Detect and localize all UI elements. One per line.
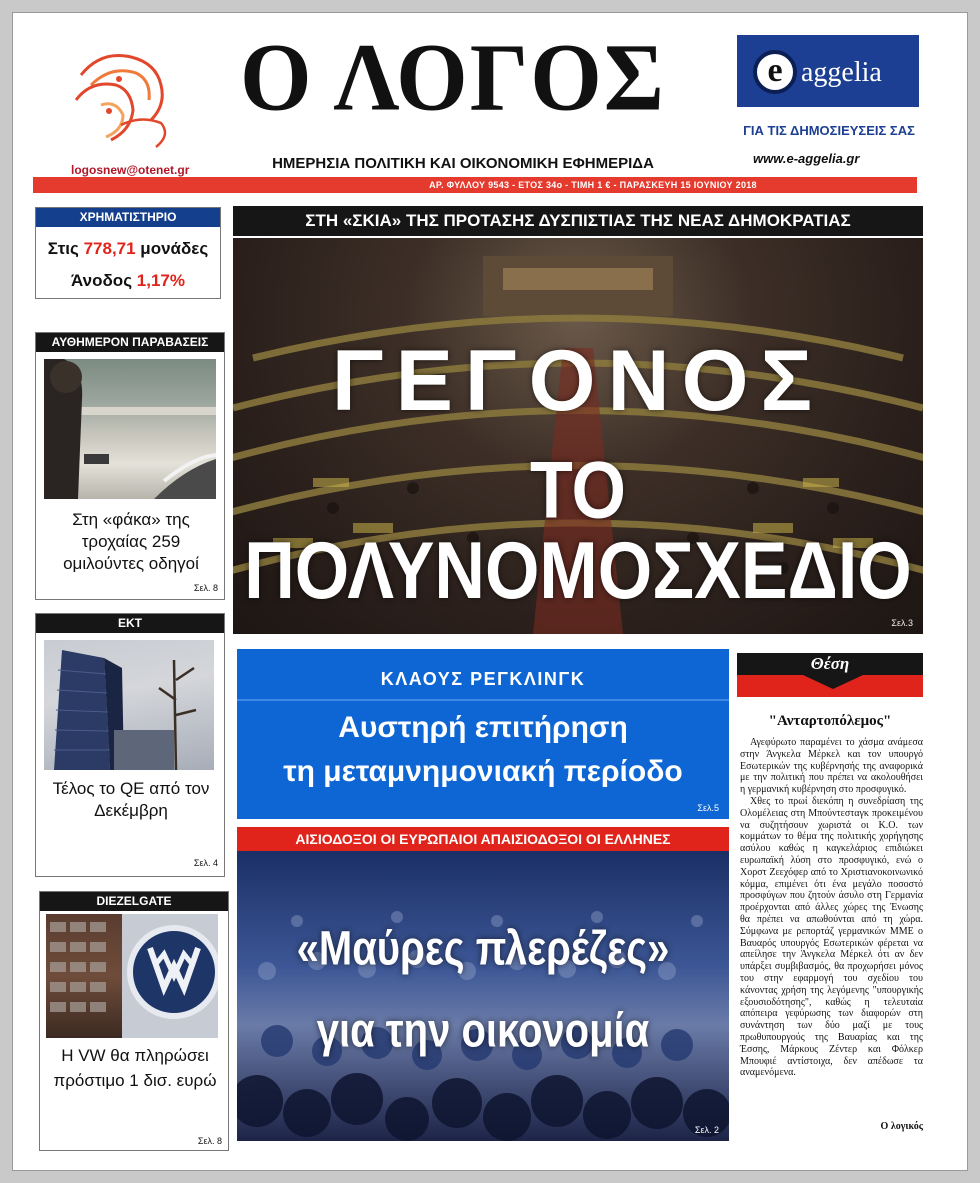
stock-header: ΧΡΗΜΑΤΙΣΤΗΡΙΟ xyxy=(36,208,220,227)
vw-story-box[interactable] xyxy=(39,891,229,1151)
ecb-caption: Τέλος το QE από τον Δεκέμβρη xyxy=(52,779,210,821)
economy-headline-1: «Μαύρες πλερέζες» xyxy=(296,922,670,976)
newspaper-front-page xyxy=(12,12,968,1171)
stock-change: Άνοδος 1,17% xyxy=(71,271,185,290)
economy-page-ref: Σελ. 2 xyxy=(694,1125,719,1135)
stock-market-box[interactable] xyxy=(35,207,221,299)
opinion-body xyxy=(740,737,923,1079)
traffic-caption: Στη «φάκα» της τροχαίας 259 ομιλούντες οδηγοί xyxy=(63,510,199,574)
opinion-title: "Ανταρτοπόλεμος" xyxy=(768,713,892,729)
regling-divider xyxy=(237,699,729,701)
lead-headline-1: ΓΕΓΟΝΟΣ xyxy=(331,333,825,429)
traffic-story-box[interactable] xyxy=(35,332,225,600)
lead-kicker[interactable]: ΣΤΗ «ΣΚΙΑ» ΤΗΣ ΠΡΟΤΑΣΗΣ ΔΥΣΠΙΣΤΙΑΣ ΤΗΣ ΝΕΑΣ ΔΗΜΟΚΡΑΤΙΑΣ xyxy=(233,206,923,236)
eaggelia-logo-letter: e xyxy=(753,50,797,94)
vw-page-ref: Σελ. 8 xyxy=(197,1136,222,1146)
vw-caption: Η VW θα πληρώσει πρόστιμο 1 δισ. ευρώ xyxy=(53,1046,217,1090)
logo-faces-illustration xyxy=(61,45,181,153)
ecb-tower-photo xyxy=(44,640,214,770)
eaggelia-tagline: ΓΙΑ ΤΙΣ ΔΗΜΟΣΙΕΥΣΕΙΣ ΣΑΣ xyxy=(743,123,915,138)
regling-page-ref: Σελ.5 xyxy=(697,803,719,813)
lead-headline-2: ΤΟ ΠΟΛΥΝΟΜΟΣΧΕΔΙΟ xyxy=(244,444,912,616)
ecb-page-ref: Σελ. 4 xyxy=(193,858,218,868)
regling-headline-1: Αυστηρή επιτήρηση xyxy=(338,711,628,744)
lead-page-ref: Σελ.3 xyxy=(891,618,913,628)
newspaper-title: Ο ΛΟΓΟΣ xyxy=(240,23,666,131)
ecb-story-box[interactable] xyxy=(35,613,225,877)
stock-level: Στις 778,71 μονάδες xyxy=(47,239,209,258)
opinion-paragraph-2: Χθες το πρωί διεκόπη η συνεδρίαση της Ολομέλειας στη Μπούντεσταγκ προκειμένου να συζητήσουν χωριστά οι Κ.Ο. των κομμάτων το θέμα της πολιτικής χορήγησης ασύλου καθώς η καγκελάριος επιδιώκει ευρωπαϊκή λύση στο προσφυγικό, ενώ ο Χορστ Ζεεχόφερ από το Χριστιανοκοινωνικό κόμμα, επιμένει ότι ένα μεγάλο ποσοστό προσφύγων που ζητούν άσυλο στη Γερμανία προέρχονται από άλλες χώρες της Ένωσης θα πρέπει να απωθούνται από τη χώρα. Σύμφωνα με ρεπορτάζ γερμανικών ΜΜΕ ο Βαυαρός υπουργός Εσωτερικών φέρεται να απείλησε την Άνγκελα Μέρκελ ότι αν δεν υπάρξει συμβιβασμός, θα προχωρήσει μόνος του στην εφαρμογή του σχεδίου του κάνοντας χρήση της λεγόμενης "υπουργικής εξουσιοδότησης", καθώς η τελευταία απόπειρα γεφύρωσης των διαφορών στη συνάντηση των δύο μαζί με τους πρωθυπουργούς της Βαυαρίας και της Έσσης, Μάρκους Ζέντερ και Φόλκερ Μπουφιέ αντίστοιχα, δεν απέδωσε τα αναμενόμενα. xyxy=(740,795,923,1079)
eaggelia-url[interactable]: www.e-aggelia.gr xyxy=(753,151,860,166)
regling-story[interactable] xyxy=(237,649,729,819)
opinion-header-arrow-icon xyxy=(803,675,863,689)
stock-change-value: 1,17% xyxy=(136,271,185,290)
contact-email[interactable]: logosnew@otenet.gr xyxy=(71,163,190,177)
issue-info: ΑΡ. ΦΥΛΛΟΥ 9543 - ΕΤΟΣ 34ο - ΤΙΜΗ 1 € - ΠΑΡΑΣΚΕΥΗ 15 ΙΟΥΝΙΟΥ 2018 xyxy=(429,180,757,190)
eaggelia-logo-word: aggelia xyxy=(801,57,882,88)
vw-logo-photo xyxy=(46,914,218,1038)
regling-headline-2: τη μεταμνημονιακή περίοδο xyxy=(283,755,683,788)
opinion-header: Θέση xyxy=(737,653,923,675)
newspaper-subtitle: ΗΜΕΡΗΣΙΑ ΠΟΛΙΤΙΚΗ ΚΑΙ ΟΙΚΟΝΟΜΙΚΗ ΕΦΗΜΕΡΙΔΑ xyxy=(272,155,654,172)
regling-kicker: ΚΛΑΟΥΣ ΡΕΓΚΛΙΝΓΚ xyxy=(380,669,586,689)
opinion-paragraph-1: Αγεφύρωτο παραμένει το χάσμα ανάμεσα στην Άνγκελα Μέρκελ και τον υπουργό Εσωτερικών της κυβέρνησής της αναφορικά με την πολιτική που πρέπει να ακολουθήσει η γερμανική κυβέρνηση στο προσφυγικό. xyxy=(740,737,923,796)
economy-kicker[interactable]: ΑΙΣΙΟΔΟΞΟΙ ΟΙ ΕΥΡΩΠΑΙΟΙ ΑΠΑΙΣΙΟΔΟΞΟΙ ΟΙ ΕΛΛΗΝΕΣ xyxy=(237,827,729,851)
parliament-photo[interactable] xyxy=(233,238,923,634)
vw-header: DIEZELGATE xyxy=(40,892,228,911)
ecb-header: ΕΚΤ xyxy=(36,614,224,633)
stock-value: 778,71 xyxy=(83,239,136,258)
traffic-header: ΑΥΘΗΜΕΡΟΝ ΠΑΡΑΒΑΣΕΙΣ xyxy=(36,333,224,352)
economy-headline-2: για την οικονομία xyxy=(316,1004,650,1058)
traffic-page-ref: Σελ. 8 xyxy=(193,583,218,593)
opinion-signature: Ο λογικός xyxy=(880,1121,923,1132)
crowd-photo[interactable] xyxy=(237,851,729,1141)
traffic-photo xyxy=(44,359,216,499)
